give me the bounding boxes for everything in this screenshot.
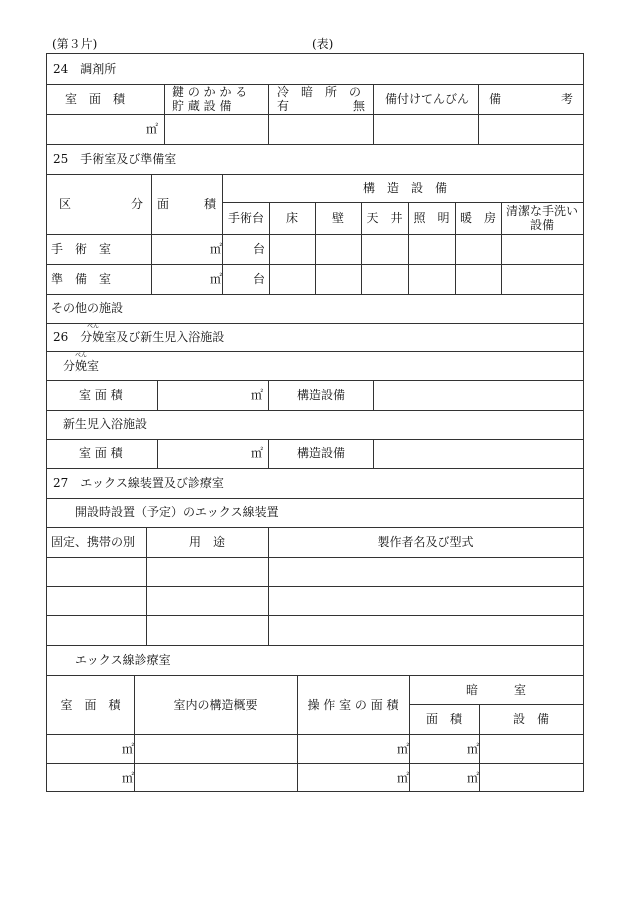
rule	[47, 557, 583, 558]
col-purpose: 用 途	[188, 535, 225, 549]
sheet-number: (第３片)	[52, 37, 98, 51]
rule	[47, 410, 583, 411]
rule	[164, 84, 165, 144]
rule	[297, 675, 298, 792]
ruby-ben: べん	[87, 323, 100, 330]
rule	[47, 294, 583, 295]
rule	[373, 380, 374, 410]
label-room-area: 室 面 積	[79, 388, 123, 402]
col-control-room-area: 操 作 室 の 面 積	[307, 698, 399, 712]
rule	[47, 114, 583, 115]
unit-sqm: ㎡	[467, 742, 480, 756]
col-heating: 暖 房	[459, 211, 496, 225]
subsection-newborn-bath: 新生児入浴施設	[63, 417, 148, 431]
rule	[373, 84, 374, 144]
rule	[47, 586, 583, 587]
rule	[47, 468, 583, 469]
section-title-delivery: 26 分娩室及び新生児入浴施設	[53, 330, 225, 344]
rule	[47, 323, 583, 324]
col-remarks-b: 考	[561, 92, 574, 106]
col-handwash-line1: 清潔な手洗い	[505, 204, 578, 218]
col-area-a: 面	[157, 197, 170, 211]
rule	[47, 615, 583, 616]
rule	[47, 439, 583, 440]
col-operating-table: 手術台	[227, 211, 264, 225]
label-structure: 構造設備	[297, 446, 346, 460]
unit-sqm: ㎡	[210, 272, 223, 286]
rule	[134, 675, 135, 792]
rule	[373, 439, 374, 468]
subsection-xray-devices: 開設時設置（予定）のエックス線装置	[75, 505, 279, 519]
unit-sqm: ㎡	[397, 771, 410, 785]
col-cold-dark-no: 無	[353, 99, 366, 113]
col-darkroom: 暗 室	[465, 683, 526, 697]
col-area-b: 積	[204, 197, 217, 211]
rule	[268, 84, 269, 144]
col-room-area: 室 面 積	[60, 698, 121, 712]
sheet-side: (表)	[312, 37, 334, 51]
rule	[157, 380, 158, 410]
col-darkroom-equipment: 設 備	[512, 712, 549, 726]
rule	[409, 704, 583, 705]
label-structure: 構造設備	[297, 388, 346, 402]
unit-count: 台	[253, 242, 266, 256]
unit-sqm: ㎡	[467, 771, 480, 785]
rule	[222, 202, 583, 203]
row-other-facilities: その他の施設	[51, 301, 124, 315]
unit-sqm: ㎡	[146, 122, 159, 136]
unit-sqm: ㎡	[210, 242, 223, 256]
rule	[151, 174, 152, 294]
col-fixed-portable: 固定、携帯の別	[51, 535, 136, 549]
rule	[47, 498, 583, 499]
rule	[47, 380, 583, 381]
section-title-dispensary: 24 調剤所	[53, 62, 117, 76]
rule	[47, 734, 583, 735]
col-lighting: 照 明	[413, 211, 450, 225]
row-operating-room: 手 術 室	[51, 242, 112, 256]
rule	[47, 645, 583, 646]
col-division-b: 分	[131, 197, 144, 211]
col-handwash-line2: 設備	[529, 218, 554, 232]
row-prep-room: 準 備 室	[51, 272, 112, 286]
rule	[47, 351, 583, 352]
unit-sqm: ㎡	[122, 771, 135, 785]
col-cold-dark-yes: 有	[277, 99, 290, 113]
rule	[47, 763, 583, 764]
col-locked-storage-line1: 鍵 の か か る	[172, 85, 248, 99]
section-title-xray: 27 エックス線装置及び診療室	[53, 476, 224, 490]
form-frame	[46, 53, 584, 792]
unit-sqm: ㎡	[251, 446, 264, 460]
section-title-surgery: 25 手術室及び準備室	[53, 152, 177, 166]
col-locked-storage-line2: 貯 蔵 設 備	[172, 99, 232, 113]
rule	[268, 380, 269, 410]
label-room-area: 室 面 積	[79, 446, 123, 460]
unit-sqm: ㎡	[122, 742, 135, 756]
unit-count: 台	[253, 272, 266, 286]
subsection-delivery-room: 分娩室	[63, 359, 100, 373]
col-ceiling: 天 井	[366, 211, 403, 225]
rule	[47, 144, 583, 145]
col-floor: 床	[285, 211, 298, 225]
rule	[157, 439, 158, 468]
rule	[47, 527, 583, 528]
unit-sqm: ㎡	[251, 388, 264, 402]
rule	[47, 174, 583, 175]
rule	[47, 675, 583, 676]
rule	[268, 439, 269, 468]
rule	[222, 174, 223, 294]
unit-sqm: ㎡	[397, 742, 410, 756]
col-balance: 備付けてんびん	[385, 92, 470, 106]
col-division-a: 区	[59, 197, 72, 211]
col-remarks-a: 備	[489, 92, 502, 106]
rule	[478, 84, 479, 144]
col-room-structure: 室内の構造概要	[173, 698, 258, 712]
col-maker-model: 製作者名及び型式	[377, 535, 474, 549]
col-darkroom-area: 面 積	[425, 712, 462, 726]
col-room-area: 室 面 積	[65, 92, 126, 106]
col-structure: 構 造 設 備	[363, 181, 448, 195]
col-cold-dark-line1: 冷 暗 所 の	[277, 85, 362, 99]
ruby-ben: べん	[75, 352, 88, 359]
col-wall: 壁	[331, 211, 344, 225]
subsection-xray-room: エックス線診療室	[75, 653, 171, 667]
